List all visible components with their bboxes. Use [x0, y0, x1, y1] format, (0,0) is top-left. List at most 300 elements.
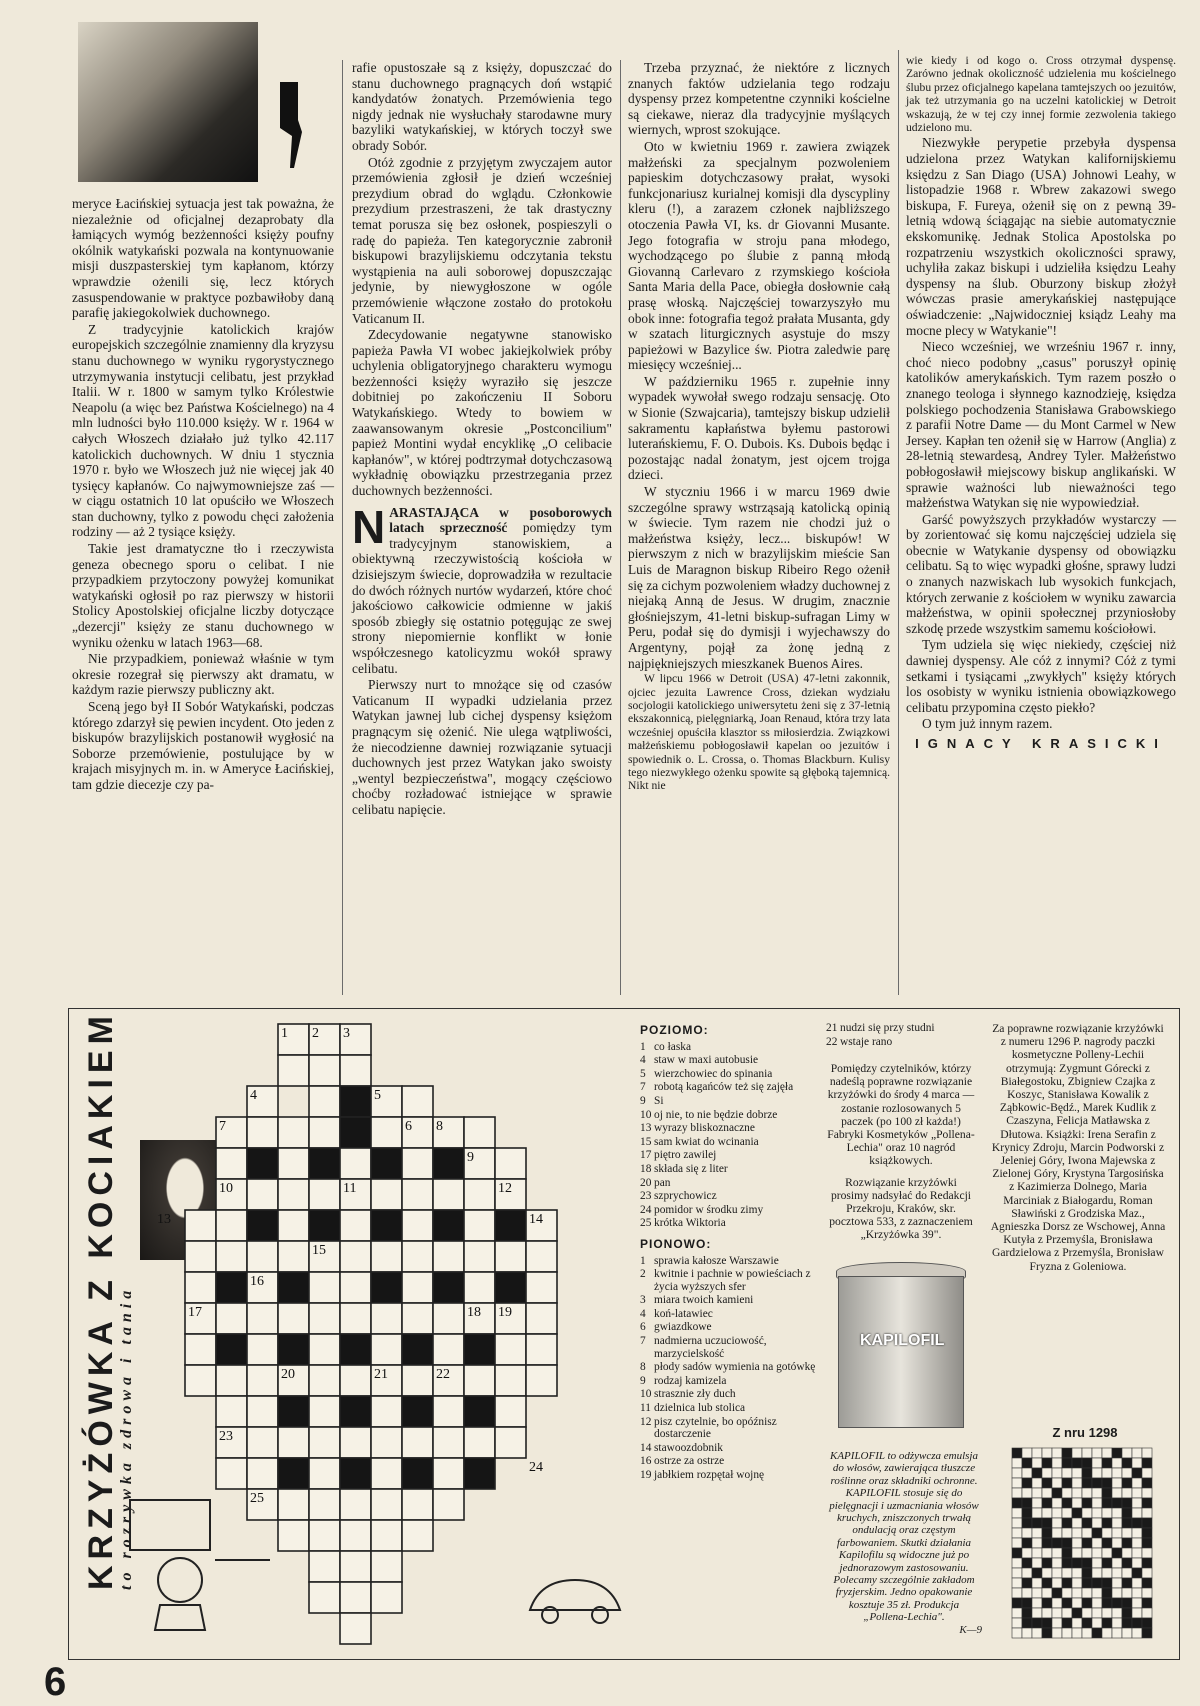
solution-cell — [1092, 1518, 1102, 1528]
paragraph: Tym udziela się więc niekiedy, częściej niż dawniej dyspensy. Ale cóż z innymi? Cóż z tymi setkami i tysiącami „zwykłych" księży których los osobisty w wyniku istnienia obowiązkowego celibatu przypomina często piekło? — [906, 637, 1176, 715]
solution-cell — [1132, 1488, 1142, 1498]
white-cell[interactable] — [433, 1427, 464, 1458]
white-cell[interactable] — [185, 1334, 216, 1365]
solution-cell — [1042, 1468, 1052, 1478]
solution-cell — [1012, 1458, 1022, 1468]
clue-number: 11 — [640, 1402, 651, 1415]
solution-cell — [1112, 1458, 1122, 1468]
clue-text: stawoozdobnik — [654, 1441, 723, 1454]
solution-cell — [1102, 1608, 1112, 1618]
white-cell[interactable] — [247, 1396, 278, 1427]
solution-cell — [1132, 1568, 1142, 1578]
white-cell[interactable] — [371, 1458, 402, 1489]
solution-cell — [1112, 1548, 1122, 1558]
prize-rules — [826, 1062, 976, 1242]
solution-cell — [1092, 1468, 1102, 1478]
solution-cell — [1022, 1618, 1032, 1628]
solution-cell — [1062, 1518, 1072, 1528]
solution-cell — [1032, 1508, 1042, 1518]
solution-cell — [1072, 1548, 1082, 1558]
solution-cell — [1102, 1498, 1112, 1508]
white-cell[interactable] — [309, 1396, 340, 1427]
white-cell[interactable] — [309, 1272, 340, 1303]
clue-number: 1 — [640, 1040, 646, 1053]
clue-text: pomidor w środku zimy — [654, 1203, 764, 1216]
white-cell[interactable] — [340, 1210, 371, 1241]
solution-cell — [1132, 1578, 1142, 1588]
clue-item — [640, 1163, 818, 1176]
clue-item — [640, 1442, 818, 1455]
solution-cell — [1092, 1618, 1102, 1628]
clue-item — [640, 1335, 818, 1360]
white-cell[interactable] — [495, 1396, 526, 1427]
solution-cell — [1142, 1548, 1152, 1558]
white-cell[interactable] — [371, 1303, 402, 1334]
clue-number: 22 — [826, 1035, 838, 1048]
solution-cell — [1122, 1448, 1132, 1458]
white-cell[interactable] — [247, 1117, 278, 1148]
clue-text: dzielnica lub stolica — [654, 1402, 746, 1415]
black-cell — [247, 1148, 278, 1179]
grid-number: 18 — [467, 1305, 481, 1320]
solution-cell — [1102, 1518, 1112, 1528]
solution-cell — [1142, 1468, 1152, 1478]
solution-cell — [1122, 1618, 1132, 1628]
solution-cell — [1032, 1578, 1042, 1588]
white-cell[interactable] — [402, 1365, 433, 1396]
white-cell[interactable] — [185, 1210, 216, 1241]
lead-paragraph — [352, 500, 612, 677]
solution-cell — [1082, 1518, 1092, 1528]
solution-cell — [1062, 1618, 1072, 1628]
white-cell[interactable] — [309, 1303, 340, 1334]
ad-code: K—9 — [959, 1623, 982, 1636]
clue-item — [640, 1294, 818, 1307]
solution-cell — [1132, 1618, 1142, 1628]
grid-number: 14 — [529, 1212, 543, 1227]
white-cell[interactable] — [309, 1086, 340, 1117]
white-cell[interactable] — [309, 1520, 340, 1551]
white-cell[interactable] — [216, 1241, 247, 1272]
solution-cell — [1102, 1578, 1112, 1588]
white-cell[interactable] — [371, 1396, 402, 1427]
white-cell[interactable] — [278, 1055, 309, 1086]
solution-cell — [1102, 1448, 1112, 1458]
clue-text: szprychowicz — [654, 1190, 717, 1203]
clue-item — [640, 1217, 818, 1230]
black-cell — [433, 1210, 464, 1241]
white-cell[interactable] — [340, 1520, 371, 1551]
solution-cell — [1092, 1508, 1102, 1518]
clue-item — [640, 1054, 818, 1067]
clue-number: 10 — [640, 1108, 652, 1121]
white-cell[interactable] — [371, 1551, 402, 1582]
solution-cell — [1022, 1468, 1032, 1478]
white-cell[interactable] — [340, 1551, 371, 1582]
solution-cell — [1042, 1578, 1052, 1588]
white-cell[interactable] — [433, 1334, 464, 1365]
white-cell[interactable] — [278, 1179, 309, 1210]
solution-cell — [1072, 1508, 1082, 1518]
white-cell[interactable] — [216, 1396, 247, 1427]
solution-cell — [1032, 1548, 1042, 1558]
white-cell[interactable] — [371, 1117, 402, 1148]
white-cell[interactable] — [340, 1489, 371, 1520]
solution-cell — [1072, 1448, 1082, 1458]
clue-item — [640, 1081, 818, 1094]
grid-number: 13 — [157, 1212, 171, 1227]
solution-cell — [1122, 1458, 1132, 1468]
white-cell[interactable] — [247, 1334, 278, 1365]
winners-list — [990, 1022, 1166, 1273]
black-cell — [464, 1334, 495, 1365]
clue-text: sam kwiat do wcinania — [654, 1135, 759, 1148]
white-cell[interactable] — [309, 1117, 340, 1148]
solution-cell — [1052, 1448, 1062, 1458]
clue-text: składa się z liter — [654, 1162, 728, 1175]
solution-cell — [1142, 1478, 1152, 1488]
white-cell[interactable] — [464, 1210, 495, 1241]
kapilofil-ad — [826, 1450, 982, 1636]
white-cell[interactable] — [309, 1055, 340, 1086]
solution-cell — [1042, 1558, 1052, 1568]
white-cell[interactable] — [247, 1303, 278, 1334]
paragraph: Nie przypadkiem, ponieważ właśnie w tym okresie rozegrał się pierwszy akt dramatu, w każdym razie pierwszy publiczny akt. — [72, 651, 334, 698]
solution-cell — [1122, 1468, 1132, 1478]
clue-item — [640, 1388, 818, 1401]
column-divider — [342, 60, 343, 995]
solution-cell — [1052, 1498, 1062, 1508]
solution-cell — [1062, 1468, 1072, 1478]
white-cell[interactable] — [309, 1179, 340, 1210]
black-cell — [340, 1117, 371, 1148]
white-cell[interactable] — [340, 1303, 371, 1334]
grid-number: 22 — [436, 1367, 450, 1382]
white-cell[interactable] — [278, 1241, 309, 1272]
solution-cell — [1062, 1538, 1072, 1548]
white-cell[interactable] — [526, 1334, 557, 1365]
paragraph: Niezwykłe perypetie przebyła dyspensa udzielona przez Watykan kalifornijskiemu księdzu z San Diago (USA) Johnowi Leahy, w listopadzie 1968 r. Wbrew zakazowi swego biskupa, F. Fureya, ożenił się on z pewną 39-letnią wdową ściągając na siebie automatycznie ekskomunikę. Jednak Stolica Apostolska po rozpatrzeniu wszystkich okoliczności sprawy, uchyliła zakaz biskupi i udzieliła księdzu Leahy dyspensy na ślub. Oburzony biskup złożył wówczas prasie amerykańskiej następujące oświadczenie: „Najwidoczniej ksiądz Leahy ma mocne plecy w Watykanie"! — [906, 135, 1176, 338]
solution-cell — [1072, 1608, 1082, 1618]
solution-cell — [1052, 1488, 1062, 1498]
solution-cell — [1012, 1488, 1022, 1498]
grid-number: 7 — [219, 1119, 226, 1134]
clue-number: 9 — [640, 1094, 646, 1107]
solution-cell — [1062, 1508, 1072, 1518]
paragraph: O tym już innym razem. — [922, 716, 1053, 732]
white-cell[interactable] — [309, 1458, 340, 1489]
white-cell[interactable] — [464, 1179, 495, 1210]
white-cell[interactable] — [371, 1582, 402, 1613]
solution-cell — [1132, 1538, 1142, 1548]
white-cell[interactable] — [371, 1241, 402, 1272]
solution-cell — [1082, 1488, 1092, 1498]
white-cell[interactable] — [402, 1427, 433, 1458]
white-cell[interactable] — [340, 1582, 371, 1613]
white-cell[interactable] — [309, 1489, 340, 1520]
solution-cell — [1022, 1518, 1032, 1528]
white-cell[interactable] — [216, 1365, 247, 1396]
white-cell[interactable] — [371, 1334, 402, 1365]
white-cell[interactable] — [464, 1427, 495, 1458]
solution-cell — [1032, 1598, 1042, 1608]
black-cell — [278, 1272, 309, 1303]
black-cell — [495, 1272, 526, 1303]
article-photo — [78, 22, 258, 182]
solution-cell — [1122, 1518, 1132, 1528]
white-cell[interactable] — [402, 1148, 433, 1179]
grid-number: 19 — [498, 1305, 512, 1320]
white-cell[interactable] — [278, 1117, 309, 1148]
white-cell[interactable] — [371, 1179, 402, 1210]
clue-number: 10 — [640, 1388, 652, 1401]
solution-cell — [1052, 1518, 1062, 1528]
clue-number: 14 — [640, 1441, 652, 1454]
solution-cell — [1042, 1588, 1052, 1598]
solution-cell — [1122, 1538, 1132, 1548]
white-cell[interactable] — [526, 1241, 557, 1272]
white-cell[interactable] — [278, 1427, 309, 1458]
white-cell[interactable] — [433, 1241, 464, 1272]
solution-cell — [1012, 1518, 1022, 1528]
white-cell[interactable] — [526, 1365, 557, 1396]
white-cell[interactable] — [495, 1334, 526, 1365]
white-cell[interactable] — [309, 1427, 340, 1458]
white-cell[interactable] — [185, 1241, 216, 1272]
grid-number: 5 — [374, 1088, 381, 1103]
grid-number: 4 — [250, 1088, 257, 1103]
prize-rules-text: Pomiędzy czytelników, którzy nadeślą poprawne rozwiązanie krzyżówki do środy 4 marca — zostanie rozlosowanych 5 paczek (po 100 zł każda!) Fabryki Kosmetyków „Pollena-Lechia" oraz 10 nagród książkowych. — [827, 1062, 975, 1168]
clue-item — [640, 1469, 818, 1482]
white-cell[interactable] — [433, 1458, 464, 1489]
solution-cell — [1042, 1508, 1052, 1518]
article-column-3 — [628, 60, 890, 794]
white-cell[interactable] — [402, 1272, 433, 1303]
clue-text: kwitnie i pachnie w powieściach z życia wyższych sfer — [654, 1268, 811, 1293]
black-cell — [216, 1334, 247, 1365]
white-cell[interactable] — [340, 1055, 371, 1086]
drop-cap: N — [352, 500, 386, 553]
cartoon-doodle — [120, 1480, 280, 1640]
solution-cell — [1102, 1528, 1112, 1538]
white-cell[interactable] — [402, 1179, 433, 1210]
white-cell[interactable] — [309, 1551, 340, 1582]
paragraph: Pierwszy nurt to mnożące się od czasów Vaticanum II wypadki udzielania przez Watykan jawnej lub cichej dyspensy księżom pragnącym się ożenić. Nie ulega wątpliwości, że niecodzienne dawniej rozwiązanie sytuacji duchownych jest przez Watykan jako swoisty „wentyl bezpieczeństwa", mogący częściowo choćby rozładować istniejące w sprawie celibatu napięcie. — [352, 677, 612, 817]
column-divider — [620, 60, 621, 995]
solution-cell — [1112, 1528, 1122, 1538]
solution-cell — [1042, 1498, 1052, 1508]
solution-cell — [1092, 1588, 1102, 1598]
white-cell[interactable] — [309, 1365, 340, 1396]
solution-cell — [1042, 1478, 1052, 1488]
grid-number: 21 — [374, 1367, 388, 1382]
clue-text: sprawia kałosze Warszawie — [654, 1254, 779, 1267]
solution-cell — [1132, 1448, 1142, 1458]
white-cell[interactable] — [340, 1613, 371, 1644]
solution-cell — [1072, 1528, 1082, 1538]
solution-cell — [1102, 1558, 1112, 1568]
paragraph: W październiku 1965 r. zupełnie inny wypadek wywołał swego rodzaju sensację. Oto w Sionie (Szwajcaria), tamtejszy biskup udzielił sakramentu kapłaństwa byłemu pastorowi luterańskiemu, F. O. Dubois. Ks. Dubois będąc i pozostając nadal żonatym, jest ojcem trojga dzieci. — [628, 373, 890, 483]
solution-cell — [1122, 1498, 1132, 1508]
clue-item — [640, 1190, 818, 1203]
previous-solution-grid — [1010, 1446, 1160, 1642]
solution-cell — [1142, 1578, 1152, 1588]
solution-cell — [1052, 1548, 1062, 1558]
solution-cell — [1052, 1618, 1062, 1628]
solution-cell — [1022, 1508, 1032, 1518]
white-cell[interactable] — [464, 1365, 495, 1396]
grid-number: 8 — [436, 1119, 443, 1134]
white-cell[interactable] — [526, 1303, 557, 1334]
white-cell[interactable] — [278, 1489, 309, 1520]
white-cell[interactable] — [278, 1210, 309, 1241]
white-cell[interactable] — [340, 1272, 371, 1303]
solution-cell — [1082, 1548, 1092, 1558]
white-cell[interactable] — [495, 1427, 526, 1458]
white-cell[interactable] — [278, 1520, 309, 1551]
clue-text: nadmierna uczuciowość, marzycielskość — [654, 1335, 767, 1360]
solution-cell — [1082, 1588, 1092, 1598]
clue-number: 8 — [640, 1361, 646, 1374]
white-cell[interactable] — [433, 1396, 464, 1427]
white-cell[interactable] — [433, 1179, 464, 1210]
white-cell[interactable] — [464, 1117, 495, 1148]
white-cell[interactable] — [371, 1520, 402, 1551]
solution-cell — [1082, 1568, 1092, 1578]
white-cell[interactable] — [247, 1241, 278, 1272]
clue-text: pisz czytelnie, bo opóźnisz dostarczenie — [654, 1415, 777, 1441]
solution-cell — [1032, 1568, 1042, 1578]
white-cell[interactable] — [526, 1272, 557, 1303]
solution-cell — [1082, 1508, 1092, 1518]
solution-cell — [1042, 1618, 1052, 1628]
black-cell — [495, 1210, 526, 1241]
grid-number: 2 — [312, 1026, 319, 1041]
solution-cell — [1022, 1538, 1032, 1548]
solution-cell — [1072, 1588, 1082, 1598]
white-cell[interactable] — [402, 1241, 433, 1272]
white-cell[interactable] — [402, 1520, 433, 1551]
white-cell[interactable] — [216, 1210, 247, 1241]
solution-cell — [1102, 1468, 1112, 1478]
white-cell[interactable] — [278, 1303, 309, 1334]
solution-cell — [1042, 1568, 1052, 1578]
solution-cell — [1142, 1508, 1152, 1518]
clue-item — [640, 1204, 818, 1217]
car-doodle — [520, 1570, 630, 1630]
grid-number: 10 — [219, 1181, 233, 1196]
solution-cell — [1142, 1628, 1152, 1638]
solution-cell — [1022, 1488, 1032, 1498]
solution-cell — [1082, 1478, 1092, 1488]
white-cell[interactable] — [309, 1334, 340, 1365]
paragraph: meryce Łacińskiej sytuacja jest tak poważna, że niezależnie od oficjalnej dezaprobaty dla łamiących wymóg bezżenności księży poufny okólnik watykański pozwala na kontynuowanie misji duszpasterskiej tym kapłanom, którzy wprawdzie ożenili się, lecz których zasuspendowanie w praktyce pozbawiłoby daną parafię jakiegokolwiek duchownego. — [72, 196, 334, 321]
white-cell[interactable] — [495, 1241, 526, 1272]
white-cell[interactable] — [340, 1427, 371, 1458]
solution-cell — [1012, 1548, 1022, 1558]
down-heading: PIONOWO: — [640, 1236, 712, 1251]
white-cell[interactable] — [402, 1210, 433, 1241]
white-cell[interactable] — [340, 1241, 371, 1272]
grid-number: 24 — [529, 1460, 543, 1475]
jar-label: KAPILOFIL — [860, 1332, 945, 1349]
white-cell[interactable] — [464, 1272, 495, 1303]
grid-number: 23 — [219, 1429, 233, 1444]
white-cell[interactable] — [402, 1489, 433, 1520]
solution-cell — [1052, 1458, 1062, 1468]
paragraph: Garść powyższych przykładów wystarczy — by zorientować się komu najczęściej udziela się obecnie w Watykanie dyspensy od obowiązku celibatu. Są to więc wypadki głośne, sprawy ludzi o znanych nazwiskach lub wysokich funkcjach, których zerwanie z kościołem w wyniku zawarcia małżeństwa, w opinii społecznej przyniosłoby szkodę przede wszystkim samemu kościołowi. — [906, 511, 1176, 636]
solution-cell — [1022, 1498, 1032, 1508]
white-cell[interactable] — [340, 1365, 371, 1396]
white-cell[interactable] — [216, 1148, 247, 1179]
solution-cell — [1052, 1598, 1062, 1608]
clue-number: 4 — [640, 1054, 646, 1067]
solution-heading: Z nru 1298 — [1052, 1425, 1118, 1440]
solution-cell — [1012, 1558, 1022, 1568]
white-cell[interactable] — [495, 1148, 526, 1179]
white-cell[interactable] — [247, 1365, 278, 1396]
solution-cell — [1042, 1608, 1052, 1618]
clue-text: wstaje rano — [840, 1035, 893, 1048]
clue-item — [640, 1268, 818, 1293]
grid-number: 11 — [343, 1181, 357, 1196]
clue-item — [640, 1375, 818, 1388]
clue-text: rodzaj kamizela — [654, 1374, 727, 1387]
white-cell[interactable] — [402, 1086, 433, 1117]
white-cell[interactable] — [402, 1303, 433, 1334]
solution-cell — [1062, 1578, 1072, 1588]
white-cell[interactable] — [185, 1365, 216, 1396]
white-cell[interactable] — [185, 1272, 216, 1303]
solution-cell — [1112, 1448, 1122, 1458]
white-cell[interactable] — [371, 1489, 402, 1520]
solution-cell — [1092, 1558, 1102, 1568]
clue-item — [640, 1321, 818, 1334]
clue-number: 20 — [640, 1176, 652, 1189]
white-cell[interactable] — [495, 1365, 526, 1396]
white-cell[interactable] — [247, 1427, 278, 1458]
black-cell — [433, 1272, 464, 1303]
grid-number: 17 — [188, 1305, 202, 1320]
black-cell — [340, 1334, 371, 1365]
black-cell — [402, 1458, 433, 1489]
solution-cell — [1032, 1608, 1042, 1618]
black-cell — [371, 1148, 402, 1179]
solution-cell — [1142, 1568, 1152, 1578]
white-cell[interactable] — [340, 1148, 371, 1179]
address-text: Rozwiązanie krzyżówki prosimy nadsyłać do Redakcji Przekroju, Kraków, skr. pocztowa 533, z zaznaczeniem „Krzyżówka 39". — [829, 1175, 973, 1242]
clue-number: 9 — [640, 1374, 646, 1387]
solution-cell — [1082, 1448, 1092, 1458]
lead-rest: pomiędzy tym tradycyjnym stanowiskiem, a obiektywną rzeczywistością kościoła w dzisiejszym świecie, doprowadziła w rezultacie do dwóch różnych nurtów wydarzeń, które choć jakościowo całkowicie odmienne w jakiś sposób zbiegły się ostatnio potęgując ze swej strony niepomiernie konflikt w łonie współczesnego katolicyzmu wokół sprawy celibatu. — [352, 520, 612, 676]
paragraph: Oto w kwietniu 1969 r. zawiera związek małżeński za specjalnym pozwoleniem papieskim dotychczasowy prałat, wysoki funkcjonariusz kurialnej komisji dla dyscypliny kleru (!), a zarazem członek najbliższego otoczenia Pawła VI, ks. dr Giovanni Musante. Jego fotografia w stroju pana młodego, wychodzącego po ślubie z panną młodą Giovanną Carlevaro z rzymskiego kościoła Santa Maria della Pace, obiegła dosłownie całą prasę włoską. Najczęściej towarzyszyło mu obok inne: fotografia tegoż prałata Musanta, gdy w szatach liturgicznych asystuje do mszy papieżowi w Bazylice św. Piotra zaledwie parę miesięcy wcześniej... — [628, 138, 890, 373]
ad-text: KAPILOFIL to odżywcza emulsja do włosów, zawierająca tłuszcze roślinne oraz składniki ochronne. KAPILOFIL stosuje się do pielęgnacji i uzmacniania włosów kruchych, zniszczonych trwałą ondulacją oraz częstym farbowaniem. Skutki działania Kapilofilu są widoczne już po jednorazowym zastosowaniu. Polecamy szczególnie zakładom fryzjerskim. Jedno opakowanie kosztuje 35 zł. Produkcja „Pollena-Lechia". — [829, 1450, 979, 1624]
solution-cell — [1142, 1528, 1152, 1538]
paragraph-small: W lipcu 1966 w Detroit (USA) 47-letni zakonnik, ojciec jezuita Lawrence Cross, dziekan wydziału socjologii katolickiego uniwersytetu żeni się z 37-letnią ekszakonnicą, pielęgniarką, Joan Renaud, która trzy lata wcześniej opuściła klasztor ss miłosierdzia. Związkowi małżeńskiemu pobłogosławił kapelan oo jezuitów i spowiednik o. L. Crossa, o. Thomas Blackburn. Kulisy tego niezwykłego ożenku spowite są głęboką tajemnicą. Nikt nie — [628, 672, 890, 793]
white-cell[interactable] — [216, 1303, 247, 1334]
solution-cell — [1112, 1498, 1122, 1508]
white-cell[interactable] — [247, 1179, 278, 1210]
solution-cell — [1062, 1558, 1072, 1568]
white-cell[interactable] — [433, 1303, 464, 1334]
white-cell[interactable] — [309, 1582, 340, 1613]
white-cell[interactable] — [433, 1489, 464, 1520]
white-cell[interactable] — [371, 1427, 402, 1458]
solution-cell — [1062, 1598, 1072, 1608]
solution-cell — [1092, 1628, 1102, 1638]
white-cell[interactable] — [464, 1241, 495, 1272]
white-cell[interactable] — [278, 1148, 309, 1179]
